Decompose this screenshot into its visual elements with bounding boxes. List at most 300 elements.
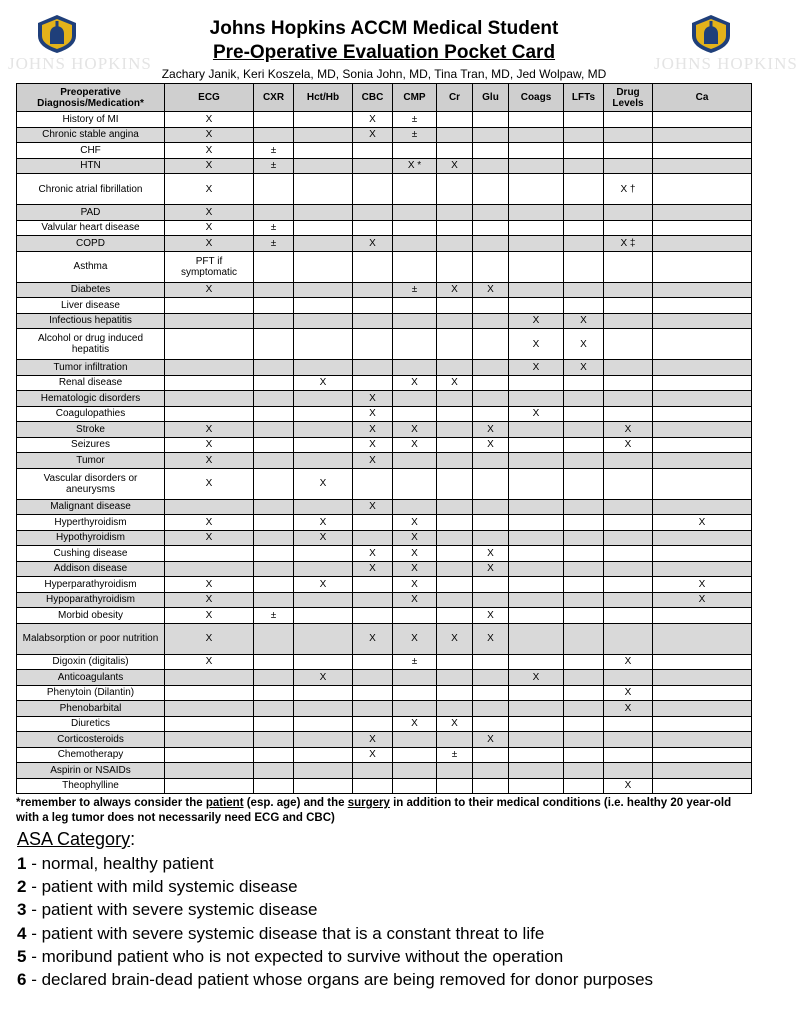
test-cell — [604, 670, 653, 686]
test-cell — [473, 654, 509, 670]
asa-item — [17, 922, 653, 945]
test-cell — [254, 716, 294, 732]
test-cell — [564, 561, 604, 577]
asa-item-number: 4 — [17, 923, 27, 943]
test-cell — [254, 561, 294, 577]
test-cell — [564, 608, 604, 624]
test-cell: X ‡ — [604, 236, 653, 252]
test-cell — [564, 174, 604, 205]
asa-item-number: 6 — [17, 970, 27, 990]
table-row — [17, 205, 752, 221]
test-cell — [564, 763, 604, 779]
test-cell: X — [353, 561, 393, 577]
diagnosis-cell: Coagulopathies — [17, 406, 165, 422]
column-header: ECG — [165, 84, 254, 112]
test-cell — [353, 468, 393, 499]
test-cell — [254, 437, 294, 453]
test-cell: X — [653, 515, 752, 531]
test-cell — [353, 577, 393, 593]
test-cell — [564, 422, 604, 438]
test-cell — [353, 329, 393, 360]
test-cell — [604, 732, 653, 748]
test-cell: ± — [254, 236, 294, 252]
test-cell: X — [473, 422, 509, 438]
asa-item — [17, 875, 653, 898]
test-cell — [509, 298, 564, 314]
diagnosis-cell: Chemotherapy — [17, 747, 165, 763]
test-cell — [653, 251, 752, 282]
test-cell — [437, 205, 473, 221]
test-cell: X — [353, 623, 393, 654]
asa-item-text: - normal, healthy patient — [26, 854, 214, 873]
test-cell — [393, 313, 437, 329]
test-cell — [437, 530, 473, 546]
test-cell: X — [393, 623, 437, 654]
test-cell — [437, 360, 473, 376]
diagnosis-cell: Diabetes — [17, 282, 165, 298]
test-cell — [353, 143, 393, 159]
test-cell — [653, 391, 752, 407]
test-cell — [393, 251, 437, 282]
test-cell — [473, 406, 509, 422]
test-cell — [564, 654, 604, 670]
diagnosis-cell: Hypoparathyroidism — [17, 592, 165, 608]
test-cell — [653, 499, 752, 515]
test-cell — [564, 437, 604, 453]
asa-item-number: 1 — [17, 854, 27, 873]
diagnosis-cell: Anticoagulants — [17, 670, 165, 686]
test-cell — [294, 546, 353, 562]
test-cell — [353, 313, 393, 329]
test-cell — [294, 499, 353, 515]
test-cell: X — [165, 112, 254, 128]
test-cell — [604, 112, 653, 128]
test-cell — [653, 174, 752, 205]
table-row — [17, 313, 752, 329]
test-cell — [604, 561, 653, 577]
test-cell — [254, 546, 294, 562]
test-cell — [294, 747, 353, 763]
diagnosis-cell: Hyperparathyroidism — [17, 577, 165, 593]
test-cell: X — [165, 158, 254, 174]
test-cell — [353, 654, 393, 670]
test-cell: ± — [393, 127, 437, 143]
test-cell — [653, 701, 752, 717]
test-cell — [473, 778, 509, 794]
test-cell — [353, 530, 393, 546]
test-cell — [353, 670, 393, 686]
test-cell — [294, 623, 353, 654]
test-cell — [604, 251, 653, 282]
test-cell: X — [165, 143, 254, 159]
test-cell — [509, 530, 564, 546]
test-cell: ± — [393, 282, 437, 298]
footnote-surgery: surgery — [347, 797, 390, 809]
test-cell — [564, 468, 604, 499]
table-row — [17, 391, 752, 407]
test-cell — [564, 732, 604, 748]
footnote-suffix: in addition to their medical conditions (i.e. healthy 20 year-old with a leg tumor does not necessarily need ECG and CBC) — [16, 797, 732, 824]
test-cell — [254, 468, 294, 499]
diagnosis-cell: Valvular heart disease — [17, 220, 165, 236]
asa-item — [17, 852, 653, 875]
table-row — [17, 577, 752, 593]
test-cell — [604, 592, 653, 608]
table-row — [17, 732, 752, 748]
table-row — [17, 468, 752, 499]
test-cell — [509, 127, 564, 143]
diagnosis-cell: Cushing disease — [17, 546, 165, 562]
test-cell — [509, 654, 564, 670]
test-cell — [564, 623, 604, 654]
test-cell: X — [165, 205, 254, 221]
test-cell — [473, 205, 509, 221]
test-cell — [165, 778, 254, 794]
test-cell — [653, 608, 752, 624]
diagnosis-cell: HTN — [17, 158, 165, 174]
test-cell — [393, 391, 437, 407]
test-cell — [604, 143, 653, 159]
test-cell — [353, 763, 393, 779]
test-cell — [165, 747, 254, 763]
test-cell: X — [353, 732, 393, 748]
test-cell: X — [393, 716, 437, 732]
test-cell — [509, 437, 564, 453]
test-cell — [353, 220, 393, 236]
test-cell — [509, 608, 564, 624]
test-cell: X — [353, 112, 393, 128]
asa-item — [17, 898, 653, 921]
test-cell — [254, 747, 294, 763]
test-cell — [509, 623, 564, 654]
test-cell — [294, 654, 353, 670]
test-cell — [393, 220, 437, 236]
table-row — [17, 127, 752, 143]
test-cell — [473, 515, 509, 531]
test-cell — [653, 329, 752, 360]
test-cell — [165, 329, 254, 360]
test-cell — [254, 732, 294, 748]
test-cell: X — [393, 515, 437, 531]
test-cell: X — [353, 437, 393, 453]
test-cell — [437, 313, 473, 329]
test-cell — [294, 716, 353, 732]
test-cell — [294, 143, 353, 159]
test-cell — [564, 577, 604, 593]
test-cell — [604, 499, 653, 515]
test-cell — [473, 251, 509, 282]
test-cell: X — [165, 453, 254, 469]
test-cell — [653, 732, 752, 748]
test-cell — [509, 112, 564, 128]
test-cell — [473, 143, 509, 159]
test-cell — [473, 453, 509, 469]
test-cell — [254, 375, 294, 391]
test-cell — [604, 468, 653, 499]
test-cell — [653, 561, 752, 577]
test-cell — [437, 453, 473, 469]
test-cell — [473, 375, 509, 391]
test-cell — [294, 778, 353, 794]
test-cell — [653, 127, 752, 143]
test-cell: X — [165, 174, 254, 205]
test-cell — [564, 282, 604, 298]
test-cell — [254, 453, 294, 469]
test-cell — [653, 747, 752, 763]
test-cell — [437, 654, 473, 670]
test-cell: ± — [437, 747, 473, 763]
test-cell — [473, 391, 509, 407]
test-cell — [254, 499, 294, 515]
test-cell — [353, 592, 393, 608]
test-cell — [393, 236, 437, 252]
test-cell — [254, 329, 294, 360]
table-row — [17, 654, 752, 670]
test-cell — [473, 220, 509, 236]
test-cell — [437, 220, 473, 236]
test-cell — [165, 406, 254, 422]
test-cell — [294, 282, 353, 298]
test-cell — [165, 313, 254, 329]
test-cell — [294, 251, 353, 282]
test-cell — [653, 375, 752, 391]
test-cell — [604, 298, 653, 314]
table-row — [17, 360, 752, 376]
asa-heading-colon: : — [130, 829, 136, 849]
test-cell — [254, 623, 294, 654]
diagnosis-cell: Corticosteroids — [17, 732, 165, 748]
test-cell — [393, 701, 437, 717]
test-cell: X — [564, 360, 604, 376]
test-cell: X — [509, 406, 564, 422]
test-cell — [604, 391, 653, 407]
table-row — [17, 406, 752, 422]
test-cell — [653, 143, 752, 159]
test-cell: ± — [393, 654, 437, 670]
test-cell — [653, 685, 752, 701]
table-row — [17, 763, 752, 779]
test-cell — [254, 360, 294, 376]
test-cell — [473, 158, 509, 174]
column-header: Glu — [473, 84, 509, 112]
test-cell — [564, 298, 604, 314]
asa-item-text: - patient with mild systemic disease — [26, 877, 298, 897]
test-cell — [165, 561, 254, 577]
table-row — [17, 422, 752, 438]
preop-test-table — [16, 83, 752, 794]
test-cell — [604, 360, 653, 376]
test-cell — [604, 515, 653, 531]
column-header: CMP — [393, 84, 437, 112]
table-row — [17, 329, 752, 360]
test-cell: X — [473, 546, 509, 562]
test-cell — [473, 530, 509, 546]
test-cell: X — [604, 437, 653, 453]
diagnosis-cell: Vascular disorders or aneurysms — [17, 468, 165, 499]
test-cell — [653, 670, 752, 686]
test-cell — [473, 236, 509, 252]
test-cell: X — [653, 577, 752, 593]
column-header: Ca — [653, 84, 752, 112]
test-cell: X — [353, 127, 393, 143]
test-cell — [437, 251, 473, 282]
test-cell — [254, 778, 294, 794]
test-cell — [509, 716, 564, 732]
test-cell — [294, 608, 353, 624]
test-cell — [604, 158, 653, 174]
test-cell — [254, 577, 294, 593]
test-cell — [604, 453, 653, 469]
test-cell — [294, 592, 353, 608]
diagnosis-cell: Phenytoin (Dilantin) — [17, 685, 165, 701]
test-cell — [509, 282, 564, 298]
test-cell — [353, 515, 393, 531]
test-cell: X — [437, 282, 473, 298]
test-cell: X — [473, 732, 509, 748]
table-row — [17, 236, 752, 252]
test-cell — [653, 654, 752, 670]
test-cell: X — [393, 592, 437, 608]
test-cell: X — [604, 685, 653, 701]
test-cell — [254, 112, 294, 128]
test-cell — [473, 112, 509, 128]
diagnosis-cell: Seizures — [17, 437, 165, 453]
test-cell: X — [564, 313, 604, 329]
test-cell — [473, 127, 509, 143]
test-cell — [653, 763, 752, 779]
test-cell: X — [165, 577, 254, 593]
test-cell — [254, 670, 294, 686]
diagnosis-cell: COPD — [17, 236, 165, 252]
column-header: LFTs — [564, 84, 604, 112]
test-cell: X — [165, 468, 254, 499]
column-header: Drug Levels — [604, 84, 653, 112]
test-cell — [393, 453, 437, 469]
test-cell — [564, 530, 604, 546]
test-cell — [604, 406, 653, 422]
column-header: Cr — [437, 84, 473, 112]
table-row — [17, 453, 752, 469]
test-cell — [294, 763, 353, 779]
test-cell: X — [473, 282, 509, 298]
test-cell — [294, 174, 353, 205]
test-cell — [564, 592, 604, 608]
test-cell — [437, 437, 473, 453]
test-cell — [437, 515, 473, 531]
test-cell — [653, 778, 752, 794]
test-cell — [473, 329, 509, 360]
test-cell — [353, 701, 393, 717]
test-cell: X — [437, 158, 473, 174]
asa-item-number: 2 — [17, 877, 27, 897]
test-cell: X — [294, 375, 353, 391]
test-cell — [393, 499, 437, 515]
test-cell — [165, 546, 254, 562]
test-cell: X — [393, 530, 437, 546]
test-cell: X — [604, 701, 653, 717]
test-cell — [564, 716, 604, 732]
test-cell — [473, 685, 509, 701]
test-cell — [393, 778, 437, 794]
column-header: Hct/Hb — [294, 84, 353, 112]
test-cell — [294, 127, 353, 143]
test-cell — [653, 205, 752, 221]
table-row — [17, 701, 752, 717]
test-cell — [564, 112, 604, 128]
test-cell — [165, 701, 254, 717]
test-cell — [294, 422, 353, 438]
test-cell — [353, 360, 393, 376]
test-cell — [165, 375, 254, 391]
test-cell — [564, 205, 604, 221]
diagnosis-cell: Hyperthyroidism — [17, 515, 165, 531]
test-cell — [509, 732, 564, 748]
test-cell — [653, 437, 752, 453]
table-header-row — [17, 84, 752, 112]
diagnosis-cell: Alcohol or drug induced hepatitis — [17, 329, 165, 360]
test-cell — [509, 251, 564, 282]
test-cell — [353, 716, 393, 732]
test-cell — [165, 360, 254, 376]
test-cell: X — [509, 313, 564, 329]
test-cell — [653, 546, 752, 562]
test-cell: X — [294, 670, 353, 686]
test-cell — [353, 158, 393, 174]
logo-wordmark: JOHNS HOPKINS — [654, 54, 798, 73]
test-cell — [564, 685, 604, 701]
test-cell — [393, 747, 437, 763]
test-cell — [604, 747, 653, 763]
test-cell: X — [353, 546, 393, 562]
test-cell — [254, 205, 294, 221]
test-cell — [564, 515, 604, 531]
test-cell — [564, 453, 604, 469]
test-cell: ± — [254, 143, 294, 159]
table-row — [17, 530, 752, 546]
test-cell — [393, 329, 437, 360]
table-row — [17, 670, 752, 686]
test-cell — [653, 220, 752, 236]
test-cell — [437, 732, 473, 748]
footnote-prefix: *remember to always consider the — [16, 797, 206, 809]
test-cell: ± — [254, 608, 294, 624]
test-cell — [165, 716, 254, 732]
test-cell — [353, 375, 393, 391]
test-cell — [294, 112, 353, 128]
diagnosis-cell: Hypothyroidism — [17, 530, 165, 546]
test-cell: X — [437, 623, 473, 654]
footnote — [16, 796, 756, 826]
table-row — [17, 515, 752, 531]
table-body — [17, 112, 752, 794]
test-cell: X — [509, 670, 564, 686]
test-cell — [604, 127, 653, 143]
diagnosis-cell: Hematologic disorders — [17, 391, 165, 407]
test-cell: X * — [393, 158, 437, 174]
table-row — [17, 143, 752, 159]
asa-item — [17, 968, 653, 991]
test-cell — [653, 422, 752, 438]
test-cell — [393, 143, 437, 159]
test-cell — [254, 592, 294, 608]
test-cell — [437, 685, 473, 701]
test-cell: X — [653, 592, 752, 608]
test-cell — [509, 174, 564, 205]
test-cell — [473, 468, 509, 499]
column-header: CBC — [353, 84, 393, 112]
test-cell — [437, 174, 473, 205]
asa-item-number: 5 — [17, 946, 27, 966]
